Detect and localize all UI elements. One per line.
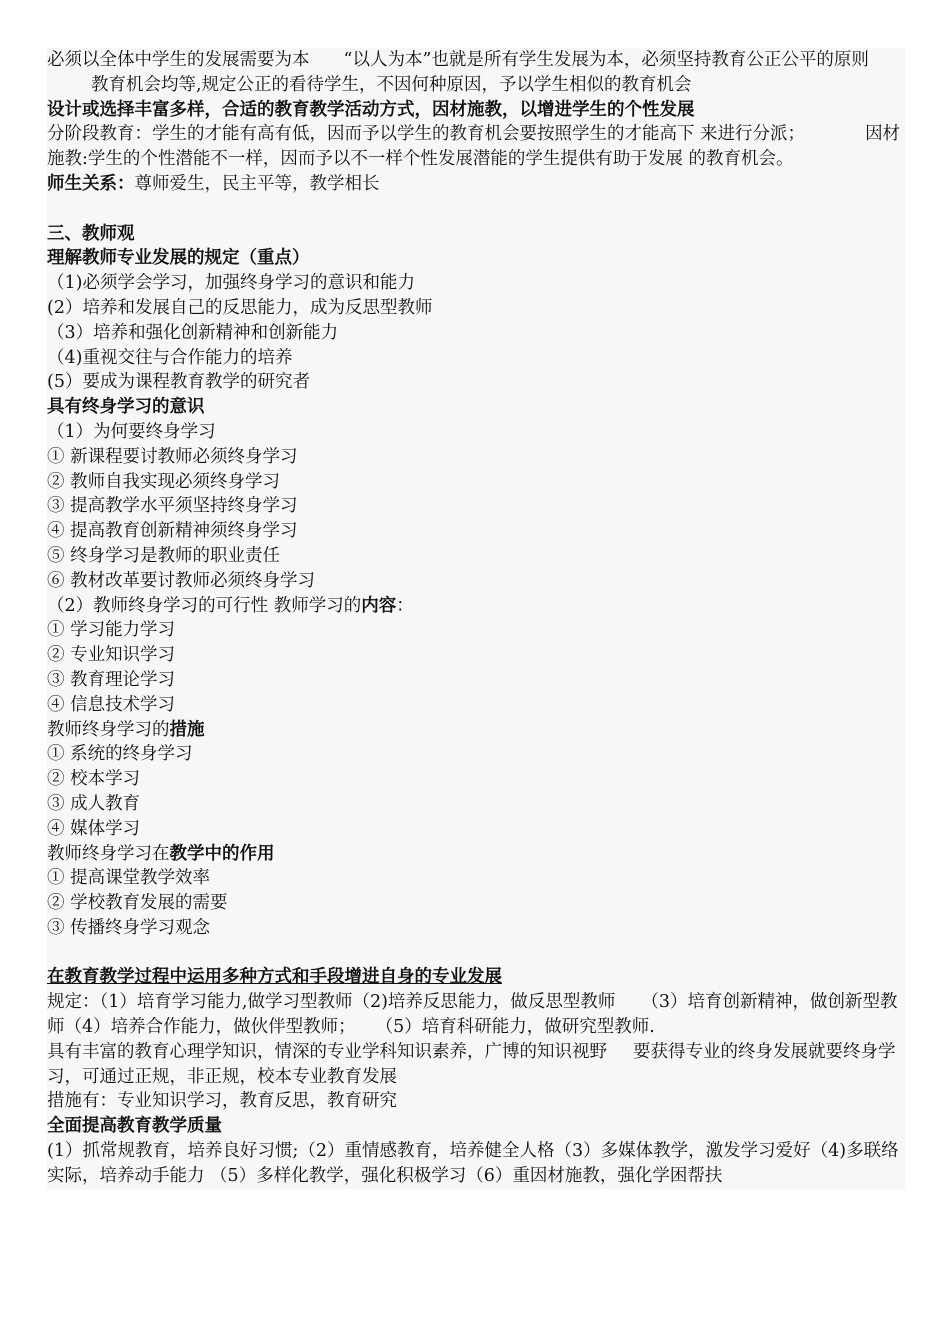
list-item: ⑤ 终身学习是教师的职业责任 [47, 545, 281, 566]
list-item: ② 教师自我实现必须终身学习 [47, 471, 281, 492]
list-item: ③ 传播终身学习观念 [47, 917, 211, 938]
text-fragment: 必须以全体中学生的发展需要为本 [47, 50, 310, 70]
list-item: ③ 教育理论学习 [47, 669, 176, 690]
list-item: ④ 媒体学习 [47, 818, 141, 839]
paragraph-equity [47, 48, 905, 98]
list-item: ② 校本学习 [47, 769, 141, 790]
text-fragment: 教师终身学习的 [47, 719, 170, 740]
text-fragment: （5）培育科研能力，做研究型教师. [375, 1017, 655, 1038]
list-item: ④ 提高教育创新精神须终身学习 [47, 521, 298, 542]
text-fragment: 因材施教:学生的个性潜能不一样，因而予以不一样个性发展潜能的学生提供有助于发展 的教育机会。 [47, 124, 901, 170]
text-fragment: 规定：（1）培育学习能力,做学习型教师（2)培养反思能力，做反思型教师 [47, 992, 616, 1013]
text-fragment: （3）培育创新精神，做创新型教师（4）培养合作能力，做伙伴型教师； [47, 992, 898, 1038]
subheading-measures [47, 718, 905, 743]
heading-professional-development: 理解教师专业发展的规定（重点） [47, 248, 310, 269]
list-item: （1)必须学会学习，加强终身学习的意识和能力 [47, 273, 415, 294]
text-fragment: 分阶段教育：学生的才能有高有低，因而予以学生的教育机会要按照学生的才能高下 来进行分派； [47, 124, 806, 145]
text-fragment: 措施 [169, 719, 205, 740]
heading-teaching-activities: 设计或选择丰富多样，合适的教育教学活动方式，因材施教，以增进学生的个性发展 [47, 99, 695, 120]
list-item: ② 专业知识学习 [47, 645, 176, 666]
text-fragment: 内容 [361, 595, 397, 616]
list-item: ① 新课程要讨教师必须终身学习 [47, 446, 298, 467]
paragraph-requirements [47, 990, 905, 1040]
text-fragment: 具有丰富的教育心理学知识，情深的专业学科知识素养，广博的知识视野 [47, 1041, 607, 1062]
list-item: (5）要成为课程教育教学的研究者 [47, 372, 310, 393]
list-item: ⑥ 教材改革要讨教师必须终身学习 [47, 570, 316, 591]
label: 师生关系： [47, 173, 135, 194]
document-body [47, 48, 905, 1189]
heading-methods-professional-development: 在教育教学过程中运用多种方式和手段增进自身的专业发展 [47, 967, 502, 988]
paragraph-staged-education [47, 122, 905, 172]
paragraph-knowledge [47, 1040, 905, 1090]
subheading-content [47, 594, 905, 619]
subheading-why: （1）为何要终身学习 [47, 421, 216, 442]
heading-quality: 全面提高教育教学质量 [47, 1116, 222, 1137]
list-item: ① 提高课堂教学效率 [47, 868, 211, 889]
list-item: ① 学习能力学习 [47, 620, 176, 641]
text-fragment: 要获得专业的终身发展就要终身学习，可通过正规，非正规，校本专业教育发展 [47, 1041, 896, 1087]
text-fragment: ： [396, 595, 414, 616]
text-fragment: 尊师爱生，民主平等，教学相长 [134, 173, 380, 194]
list-item: (2）培养和发展自己的反思能力，成为反思型教师 [47, 297, 433, 318]
list-item: ④ 信息技术学习 [47, 694, 176, 715]
list-item: ③ 提高教学水平须坚持终身学习 [47, 496, 298, 517]
paragraph-measures: 措施有：专业知识学习，教育反思，教育研究 [47, 1091, 397, 1112]
list-item: （3）培养和强化创新精神和创新能力 [47, 322, 339, 343]
text-fragment: （2）教师终身学习的可行性 教师学习的 [47, 595, 362, 616]
list-item: （4)重视交往与合作能力的培养 [47, 347, 293, 368]
list-item: ② 学校教育发展的需要 [47, 893, 228, 914]
list-item: ③ 成人教育 [47, 793, 141, 814]
text-fragment: 教学中的作用 [169, 843, 275, 864]
subheading-role [47, 842, 905, 867]
paragraph-teacher-student-relation [47, 172, 905, 197]
paragraph-quality: (1）抓常规教育，培养良好习惯;（2）重情感教育，培养健全人格（3）多媒体教学，激发学习爱好（4)多联络实际，培养动手能力 （5）多样化教学，强化积极学习（6）重因材施教，强化学困帮扶 [47, 1141, 899, 1186]
section-title-teacher-view: 三、教师观 [47, 223, 135, 244]
text-fragment: 教师终身学习在 [47, 843, 170, 864]
text-fragment: 教育机会均等,规定公正的看待学生，不因何种原因，予以学生相似的教育机会 [91, 74, 692, 95]
text-fragment: “以人为本”也就是所有学生发展为本，必须坚持教育公正公平的原则 [343, 50, 869, 70]
list-item: ① 系统的终身学习 [47, 744, 193, 765]
heading-lifelong-learning: 具有终身学习的意识 [47, 397, 205, 418]
